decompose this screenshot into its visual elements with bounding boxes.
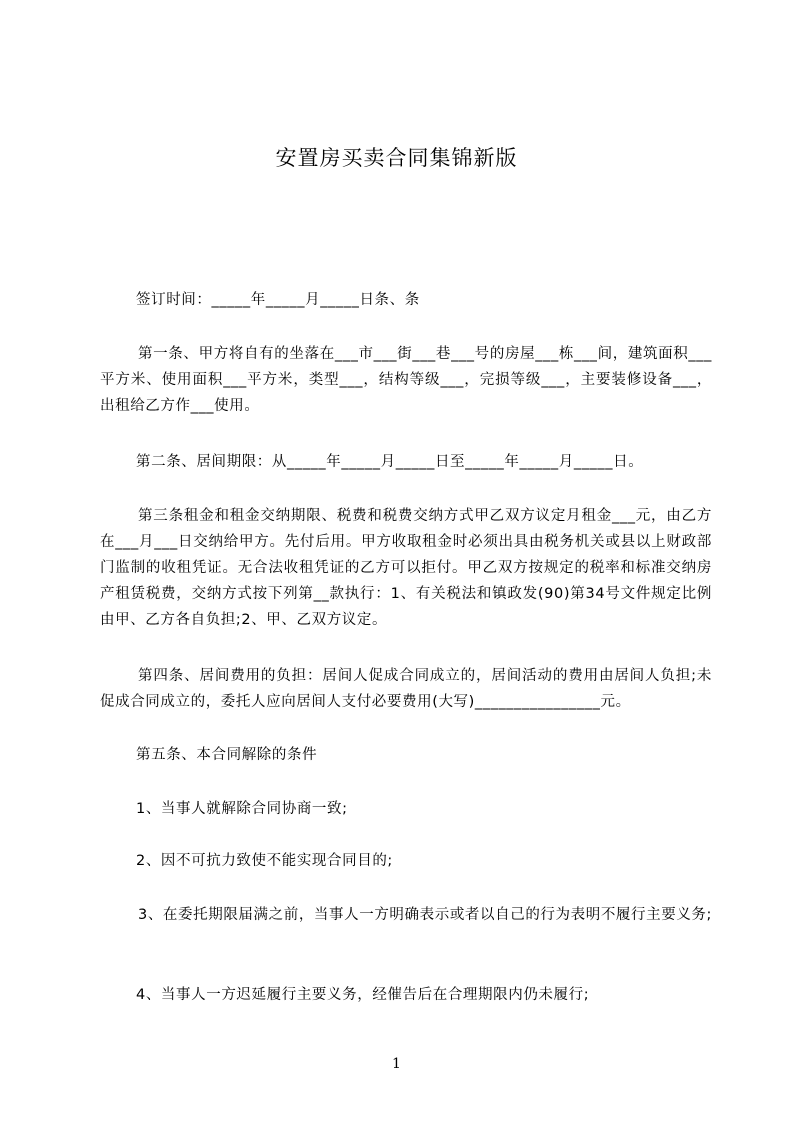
- article-3: 第三条租金和租金交纳期限、税费和税费交纳方式甲乙双方议定月租金___元，由乙方在___月___日交纳给甲方。先付后用。甲方收取租金时必须出具由税务机关或县以上财政部门监制的收租凭证。无合法收租凭证的乙方可以拒付。甲乙双方按规定的税率和标准交纳房产租赁税费，交纳方式按下列第__款执行：1、有关税法和镇政发(90)第34号文件规定比例由甲、乙方各自负担;2、甲、乙双方议定。: [100, 508, 712, 628]
- clause-2: 2、因不可抗力致使不能实现合同目的;: [136, 853, 393, 869]
- clause-3: 3、在委托期限届满之前，当事人一方明确表示或者以自己的行为表明不履行主要义务;: [138, 907, 713, 923]
- article-5-heading: 第五条、本合同解除的条件: [136, 747, 318, 763]
- signing-time: 签订时间：_____年_____月_____日条、条: [136, 292, 420, 308]
- clause-1: 1、当事人就解除合同协商一致;: [136, 801, 348, 817]
- article-4: 第四条、居间费用的负担：居间人促成合同成立的，居间活动的费用由居间人负担;未促成合同成立的，委托人应向居间人支付必要费用(大写)________________元。: [100, 668, 712, 710]
- clause-4: 4、当事人一方迟延履行主要义务，经催告后在合理期限内仍未履行;: [136, 987, 590, 1003]
- article-2: 第二条、居间期限：从_____年_____月_____日至_____年_____月_____日。: [136, 454, 644, 470]
- page-number: 1: [392, 1056, 401, 1072]
- document-title: 安置房买卖合同集锦新版: [275, 146, 518, 170]
- article-1: 第一条、甲方将自有的坐落在___市___街___巷___号的房屋___栋___间，建筑面积___平方米、使用面积___平方米，类型___，结构等级___，完损等级___，主要装修设备___，出租给乙方作___使用。: [100, 346, 712, 414]
